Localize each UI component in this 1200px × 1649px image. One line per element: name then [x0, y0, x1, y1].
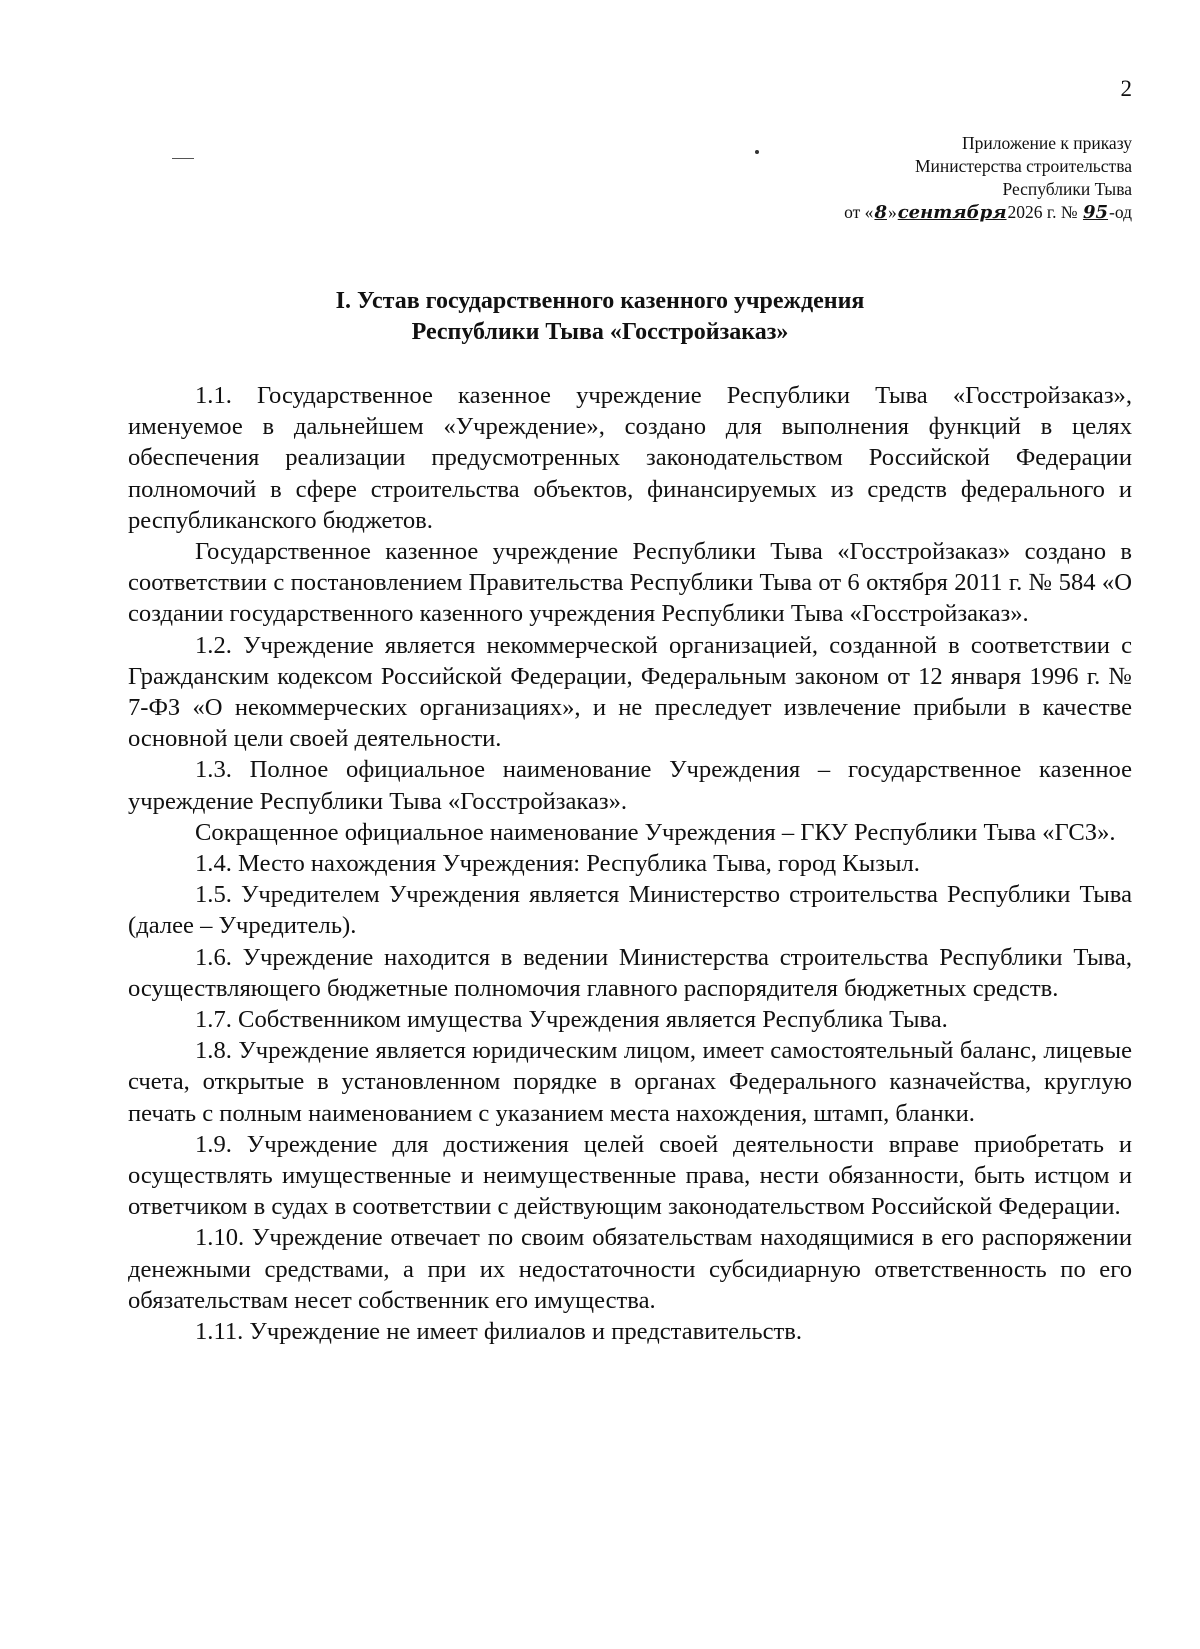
scan-artifact-dash — [172, 158, 194, 159]
document-title — [0, 286, 1200, 348]
date-prefix: от « — [844, 202, 874, 222]
order-suffix: -од — [1109, 202, 1132, 222]
page-number: 2 — [1120, 76, 1132, 101]
appendix-line-2: Министерства строительства — [914, 156, 1132, 176]
paragraph-1-3: 1.3. Полное официальное наименование Учреждения – государственное казенное учреждение Республики Тыва «Госстройзаказ». — [128, 756, 1132, 815]
scan-artifact-dot — [755, 150, 759, 154]
paragraph-1-3-b: Сокращенное официальное наименование Учреждения – ГКУ Республики Тыва «ГСЗ». — [195, 818, 1116, 846]
document-body — [128, 380, 1132, 1347]
paragraph-1-2: 1.2. Учреждение является некоммерческой организацией, созданной в соответствии с Гражданским кодексом Российской Федерации, Федеральным законом от 12 января 1996 г. № 7-ФЗ «О некоммерческих организациях», и не преследует извлечение прибыли в качестве основной цели своей деятельности. — [128, 631, 1132, 753]
handwritten-month: сентября — [897, 202, 1007, 223]
paragraph-1-1: 1.1. Государственное казенное учреждение Республики Тыва «Госстройзаказ», именуемое в дальнейшем «Учреждение», создано для выполнения функций в целях обеспечения реализации предусмотренных законодательством Российской Федерации полномочий в сфере строительства объектов, финансируемых из средств федерального и республиканского бюджетов. — [128, 382, 1132, 534]
appendix-header — [844, 132, 1132, 224]
appendix-line-3: Республики Тыва — [1002, 179, 1132, 199]
handwritten-order-number: 95 — [1082, 202, 1109, 223]
paragraph-1-4: 1.4. Место нахождения Учреждения: Республика Тыва, город Кызыл. — [195, 850, 920, 878]
appendix-date-line — [844, 201, 1132, 224]
paragraph-1-8: 1.8. Учреждение является юридическим лицом, имеет самостоятельный баланс, лицевые счета, открытые в установленном порядке в органах Федерального казначейства, круглую печать с полным наименованием с указанием места нахождения, штамп, бланки. — [128, 1037, 1132, 1127]
appendix-line-1: Приложение к приказу — [962, 133, 1132, 153]
title-line-2: Республики Тыва «Госстройзаказ» — [411, 319, 789, 345]
date-mid: » — [887, 202, 897, 222]
paragraph-1-7: 1.7. Собственником имущества Учреждения является Республика Тыва. — [195, 1006, 948, 1034]
paragraph-1-5: 1.5. Учредителем Учреждения является Министерство строительства Республики Тыва (далее – Учредитель). — [128, 881, 1132, 940]
paragraph-1-1-b: Государственное казенное учреждение Республики Тыва «Госстройзаказ» создано в соответствии с постановлением Правительства Республики Тыва от 6 октября 2011 г. № 584 «О создании государственного казенного учреждения Республики Тыва «Госстройзаказ». — [128, 538, 1132, 628]
paragraph-1-10: 1.10. Учреждение отвечает по своим обязательствам находящимися в его распоряжении денежными средствами, а при их недостаточности субсидиарную ответственность по его обязательствам несет собственник его имущества. — [128, 1224, 1132, 1314]
paragraph-1-9: 1.9. Учреждение для достижения целей своей деятельности вправе приобретать и осуществлять имущественные и неимущественные права, нести обязанности, быть истцом и ответчиком в судах в соответствии с действующим законодательством Российской Федерации. — [128, 1130, 1132, 1221]
date-year: 2026 г. № — [1007, 202, 1078, 222]
title-line-1: I. Устав государственного казенного учреждения — [335, 288, 865, 314]
handwritten-day: 8 — [874, 202, 887, 223]
paragraph-1-11: 1.11. Учреждение не имеет филиалов и представительств. — [195, 1318, 803, 1346]
paragraph-1-6: 1.6. Учреждение находится в ведении Министерства строительства Республики Тыва, осуществляющего бюджетные полномочия главного распорядителя бюджетных средств. — [128, 943, 1132, 1002]
